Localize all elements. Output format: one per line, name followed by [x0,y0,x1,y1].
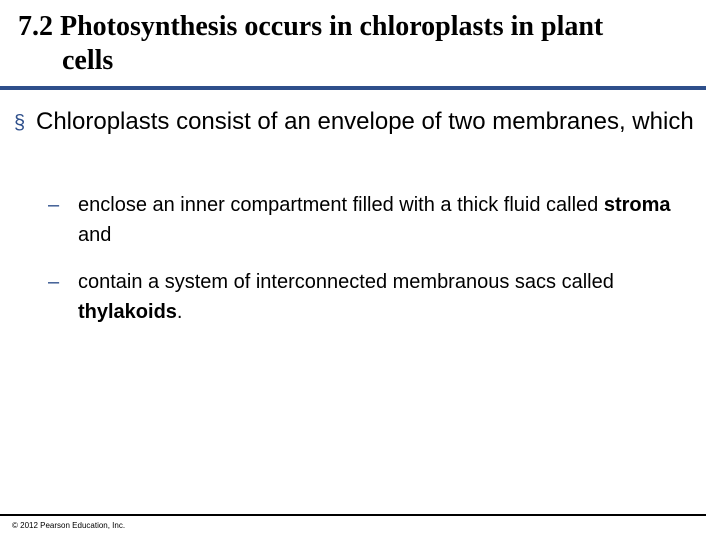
dash-bullet-icon: – [48,271,60,293]
sub-bullet-text [48,190,688,250]
slide-title-line-2: cells [62,45,114,76]
sub-bullet-text-before: contain a system of interconnected membranous sacs called [78,271,614,293]
sub-bullet-text-after: and [78,224,112,246]
dash-bullet-icon: – [48,194,60,216]
sub-bullet-stroma [48,190,688,250]
main-bullet-text: Chloroplasts consist of an envelope of two membranes, which [36,108,694,135]
sub-bullet-thylakoids [48,267,688,327]
sub-bullet-text [48,267,688,327]
main-bullet [14,106,694,138]
sub-bullet-text-before: enclose an inner compartment filled with a thick fluid called [78,194,604,216]
term-thylakoids: thylakoids [78,301,177,323]
sub-bullet-text-after: . [176,301,183,323]
slide-title [18,10,708,78]
copyright-notice: © 2012 Pearson Education, Inc. [12,521,126,530]
title-divider [0,86,706,90]
term-stroma: stroma [603,194,671,216]
footer-divider [0,514,706,516]
square-bullet-icon: § [14,112,26,134]
slide-title-line-1: 7.2 Photosynthesis occurs in chloroplasts in plant [18,11,604,42]
